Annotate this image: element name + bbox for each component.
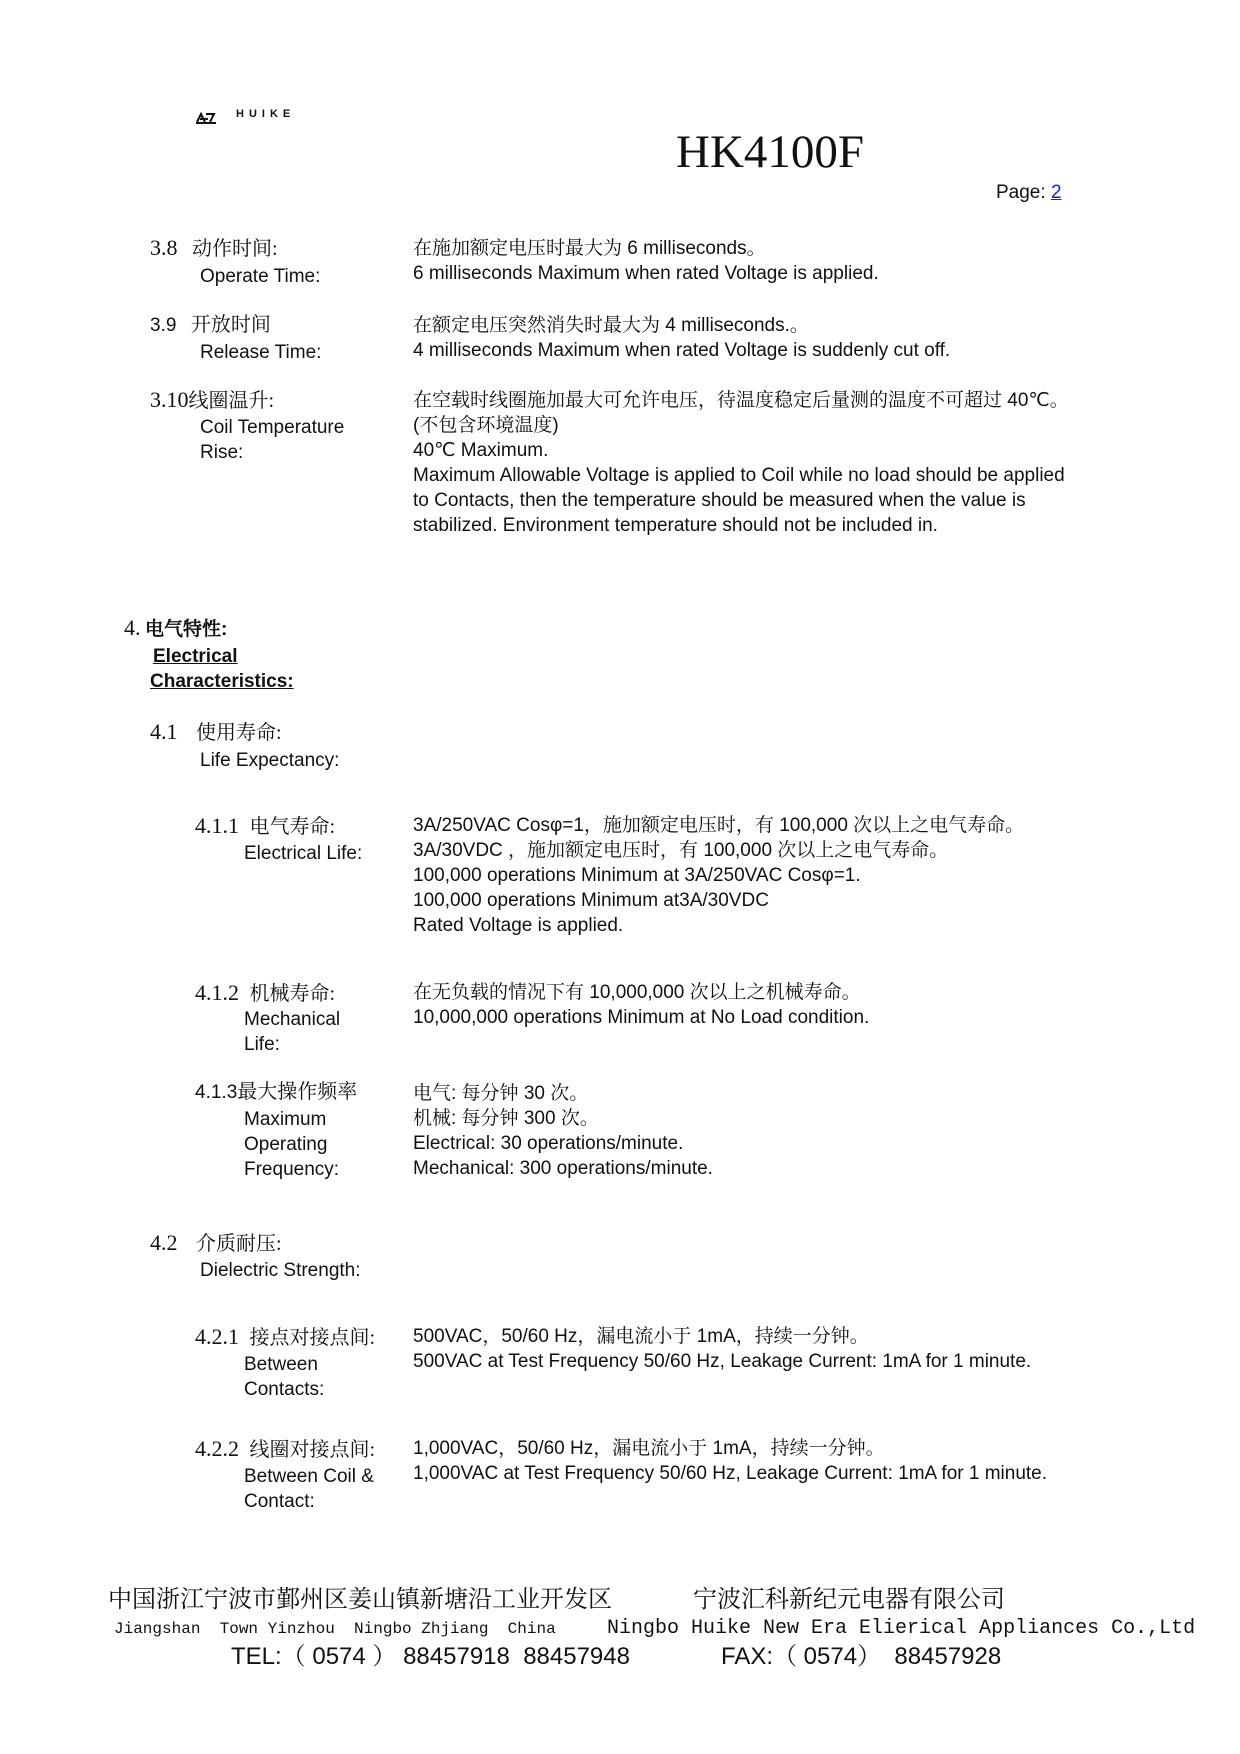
section-title-en — [244, 1464, 374, 1514]
content-line: 10,000,000 operations Minimum at No Load condition. — [413, 1007, 870, 1028]
section-number: 4.1 — [150, 719, 178, 744]
section-4-1-3 — [195, 1080, 357, 1105]
title-line: Rise: — [200, 442, 244, 463]
section-number: 3.8 — [150, 235, 178, 260]
section-title-cn: 接点对接点间: — [249, 1327, 376, 1349]
section-title-cn: 电气特性: — [144, 619, 228, 640]
section-4-1-2-content — [413, 980, 869, 1030]
section-title-cn: 线圈对接点间: — [249, 1439, 376, 1461]
section-4 — [124, 615, 227, 642]
content-line: (不包含环境温度) — [413, 415, 559, 436]
section-title-cn: 开放时间 — [190, 314, 271, 336]
section-title-en — [244, 1107, 339, 1182]
logo-text: HUIKE — [236, 108, 296, 120]
title-line: Life: — [244, 1034, 280, 1055]
content-line: Rated Voltage is applied. — [413, 915, 624, 936]
section-title-cn: 最大操作频率 — [237, 1081, 358, 1103]
title-line: Mechanical — [244, 1009, 341, 1030]
section-4-2-1-content — [413, 1324, 1031, 1374]
section-title-en: Operate Time: — [200, 266, 321, 287]
footer-company-cn: 宁波汇科新纪元电器有限公司 — [693, 1587, 1005, 1613]
page-number-link[interactable]: 2 — [1050, 182, 1062, 203]
section-3-10-content — [413, 388, 1069, 538]
section-3-10 — [150, 387, 274, 414]
section-4-1-1 — [195, 813, 335, 840]
section-title-en: Dielectric Strength: — [200, 1260, 361, 1281]
section-number: 4.2.2 — [195, 1436, 239, 1461]
content-line: 3A/250VAC Cosφ=1，施加额定电压时，有 100,000 次以上之电气寿命。 — [413, 815, 1025, 836]
section-4-2 — [150, 1230, 282, 1257]
title-line: Between Coil & — [244, 1466, 374, 1487]
section-title-cn: 机械寿命: — [249, 983, 336, 1005]
section-4-1 — [150, 719, 282, 746]
page-label: Page: — [996, 182, 1046, 203]
content-line: 4 milliseconds Maximum when rated Voltage is suddenly cut off. — [413, 340, 951, 361]
section-3-8-content — [413, 236, 879, 286]
section-4-1-2 — [195, 980, 335, 1007]
section-3-9-content — [413, 313, 950, 363]
section-4-1-1-content — [413, 813, 1024, 938]
title-line: Characteristics: — [150, 671, 294, 692]
section-title-cn: 电气寿命: — [249, 816, 336, 838]
content-line: 40℃ Maximum. — [413, 440, 549, 461]
title-line: Coil Temperature — [200, 417, 345, 438]
content-line: 3A/30VDC ，施加额定电压时，有 100,000 次以上之电气寿命。 — [413, 840, 949, 861]
content-line: 机械: 每分钟 300 次。 — [413, 1108, 599, 1129]
section-4-2-2-content — [413, 1436, 1047, 1486]
footer-tel: TEL:（ 0574 ） 88457918 88457948 — [231, 1643, 630, 1670]
section-title-en — [200, 415, 344, 465]
section-number: 3.10 — [150, 387, 189, 412]
footer-address-cn: 中国浙江宁波市鄞州区姜山镇新塘沿工业开发区 — [108, 1587, 612, 1613]
section-title-cn: 介质耐压: — [195, 1233, 282, 1255]
section-number: 4.1.2 — [195, 980, 239, 1005]
content-line: Mechanical: 300 operations/minute. — [413, 1158, 713, 1179]
section-4-1-3-content — [413, 1081, 713, 1181]
section-title-en — [150, 644, 294, 694]
content-line: 100,000 operations Minimum at3A/30VDC — [413, 890, 769, 911]
title-line: Between — [244, 1354, 318, 1375]
title-line: Contacts: — [244, 1379, 325, 1400]
section-title-en: Release Time: — [200, 342, 322, 363]
section-title-cn: 使用寿命: — [195, 722, 282, 744]
section-4-2-1 — [195, 1324, 375, 1351]
title-line: Operating — [244, 1134, 328, 1155]
content-line: 100,000 operations Minimum at 3A/250VAC Cosφ=1. — [413, 865, 861, 886]
content-line: 在施加额定电压时最大为 6 milliseconds。 — [413, 238, 766, 259]
model-title: HK4100F — [676, 126, 865, 178]
content-line: stabilized. Environment temperature should not be included in. — [413, 515, 938, 536]
section-3-9 — [150, 313, 271, 338]
content-line: to Contacts, then the temperature should be measured when the value is — [413, 490, 1026, 511]
section-title-en — [244, 1352, 324, 1402]
section-3-8 — [150, 235, 278, 262]
section-title-en — [244, 1007, 340, 1057]
content-line: 1,000VAC，50/60 Hz，漏电流小于 1mA，持续一分钟。 — [413, 1438, 885, 1459]
section-title-cn: 线圈温升: — [188, 390, 275, 412]
content-line: 500VAC，50/60 Hz，漏电流小于 1mA，持续一分钟。 — [413, 1326, 869, 1347]
footer-fax: FAX:（ 0574） 88457928 — [721, 1643, 1002, 1670]
content-line: 在空载时线圈施加最大可允许电压，待温度稳定后量测的温度不可超过 40℃。 — [413, 390, 1069, 411]
title-line: Electrical — [153, 646, 238, 667]
content-line: 在无负载的情况下有 10,000,000 次以上之机械寿命。 — [413, 982, 861, 1003]
title-line: Maximum — [244, 1109, 327, 1130]
footer-address-en: Jiangshan Town Yinzhou Ningbo Zhjiang China — [114, 1620, 556, 1638]
section-title-en: Life Expectancy: — [200, 750, 340, 771]
section-title-en: Electrical Life: — [244, 843, 363, 864]
company-logo — [196, 108, 300, 125]
title-line: Contact: — [244, 1491, 315, 1512]
section-number: 4.1.1 — [195, 813, 239, 838]
content-line: 1,000VAC at Test Frequency 50/60 Hz, Leakage Current: 1mA for 1 minute. — [413, 1463, 1048, 1484]
section-4-2-2 — [195, 1436, 375, 1463]
page-indicator — [996, 180, 1062, 205]
title-line: Frequency: — [244, 1159, 340, 1180]
content-line: 500VAC at Test Frequency 50/60 Hz, Leakage Current: 1mA for 1 minute. — [413, 1351, 1032, 1372]
footer-company-en: Ningbo Huike New Era Elierical Appliances Co.,Ltd — [607, 1617, 1196, 1640]
content-line: 6 milliseconds Maximum when rated Voltage is applied. — [413, 263, 879, 284]
section-number: 4. — [124, 615, 141, 640]
section-number: 4.1.3 — [195, 1082, 238, 1103]
section-number: 4.2.1 — [195, 1324, 239, 1349]
section-title-cn: 动作时间: — [191, 238, 278, 260]
content-line: 电气: 每分钟 30 次。 — [413, 1083, 589, 1104]
section-number: 4.2 — [150, 1230, 178, 1255]
content-line: 在额定电压突然消失时最大为 4 milliseconds.。 — [413, 315, 809, 336]
section-number: 3.9 — [150, 315, 177, 336]
content-line: Electrical: 30 operations/minute. — [413, 1133, 684, 1154]
content-line: Maximum Allowable Voltage is applied to Coil while no load should be applied — [413, 465, 1065, 486]
